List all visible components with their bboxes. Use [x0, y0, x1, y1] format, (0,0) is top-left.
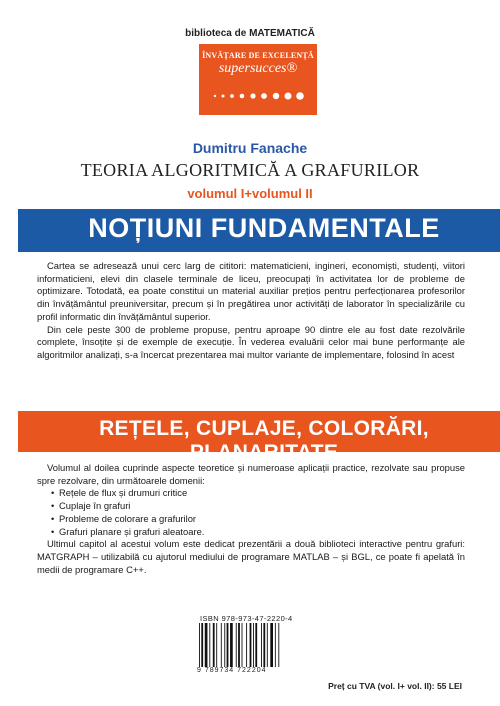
barcode-number: 9 789734 722204	[197, 667, 267, 674]
section2-text	[37, 462, 465, 576]
section2-outro: Ultimul capitol al acestui volum este dedicat prezentării a două biblioteci interactive pentru grafuri: MATGRAPH – utilizabilă cu ajutorul mediului de programare MATLAB – și BGL, ce poate fi apelată în medii de programare C++.	[37, 538, 465, 575]
section1-paragraph: Cartea se adresează unui cerc larg de cititori: matematicieni, ingineri, economiști, studenți, viitori informaticieni, elevi din clasele terminale de liceu, preocupați în activitatea lor de probleme de optimizare. Totodată, ea poate constitui un material auxiliar prețios pentru perfecționarea profesorilor din învățământul preuniversitar, precum și în pregătirea unor activități de laborator în specializările cu profil informatic din învățământul superior.	[37, 260, 465, 322]
list-item: • Probleme de colorare a grafurilor	[51, 513, 465, 526]
section2-intro: Volumul al doilea cuprinde aspecte teoretice și numeroase aplicații practice, rezolvate sau propuse spre rezolvare, din următoarele domenii:	[37, 462, 465, 486]
section2-banner	[18, 411, 500, 464]
section1-banner	[18, 209, 500, 252]
section2-heading: REȚELE, CUPLAJE, COLORĂRI, PLANARITATE	[99, 417, 429, 464]
section1-text	[37, 260, 465, 362]
list-item: • Rețele de flux și drumuri critice	[51, 487, 465, 500]
author-name: Dumitru Fanache	[192, 140, 308, 156]
logo-line-1: ÎNVĂȚARE DE EXCELENȚĂ	[202, 51, 314, 60]
section1-heading: NOȚIUNI FUNDAMENTALE	[88, 213, 440, 243]
list-item: • Cuplaje în grafuri	[51, 500, 465, 513]
publisher-logo	[199, 44, 317, 115]
section1-paragraph: Din cele peste 300 de probleme propuse, pentru aproape 90 dintre ele au fost date rezolvările complete, însoțite și de exemple de execuție. În vederea evaluării celor mai bune performanțe ale algoritmilor analizați, s-a încercat prezentarea mai multor variante de implementare, folosind în acest	[37, 323, 465, 360]
domain-list	[37, 487, 465, 538]
price-label: Preț cu TVA (vol. I+ vol. II): 55 LEI	[328, 681, 462, 691]
series-label: biblioteca de MATEMATICĂ	[185, 28, 315, 39]
logo-dots-decoration	[209, 90, 307, 102]
volume-label: volumul I+volumul II	[187, 186, 313, 201]
book-title: TEORIA ALGORITMICĂ A GRAFURILOR	[80, 160, 420, 180]
isbn-label: ISBN 978-973-47-2220-4	[200, 614, 293, 623]
logo-line-2: supersucces®	[218, 61, 298, 76]
list-item: • Grafuri planare și grafuri aleatoare.	[51, 526, 465, 539]
barcode-image	[197, 623, 315, 667]
